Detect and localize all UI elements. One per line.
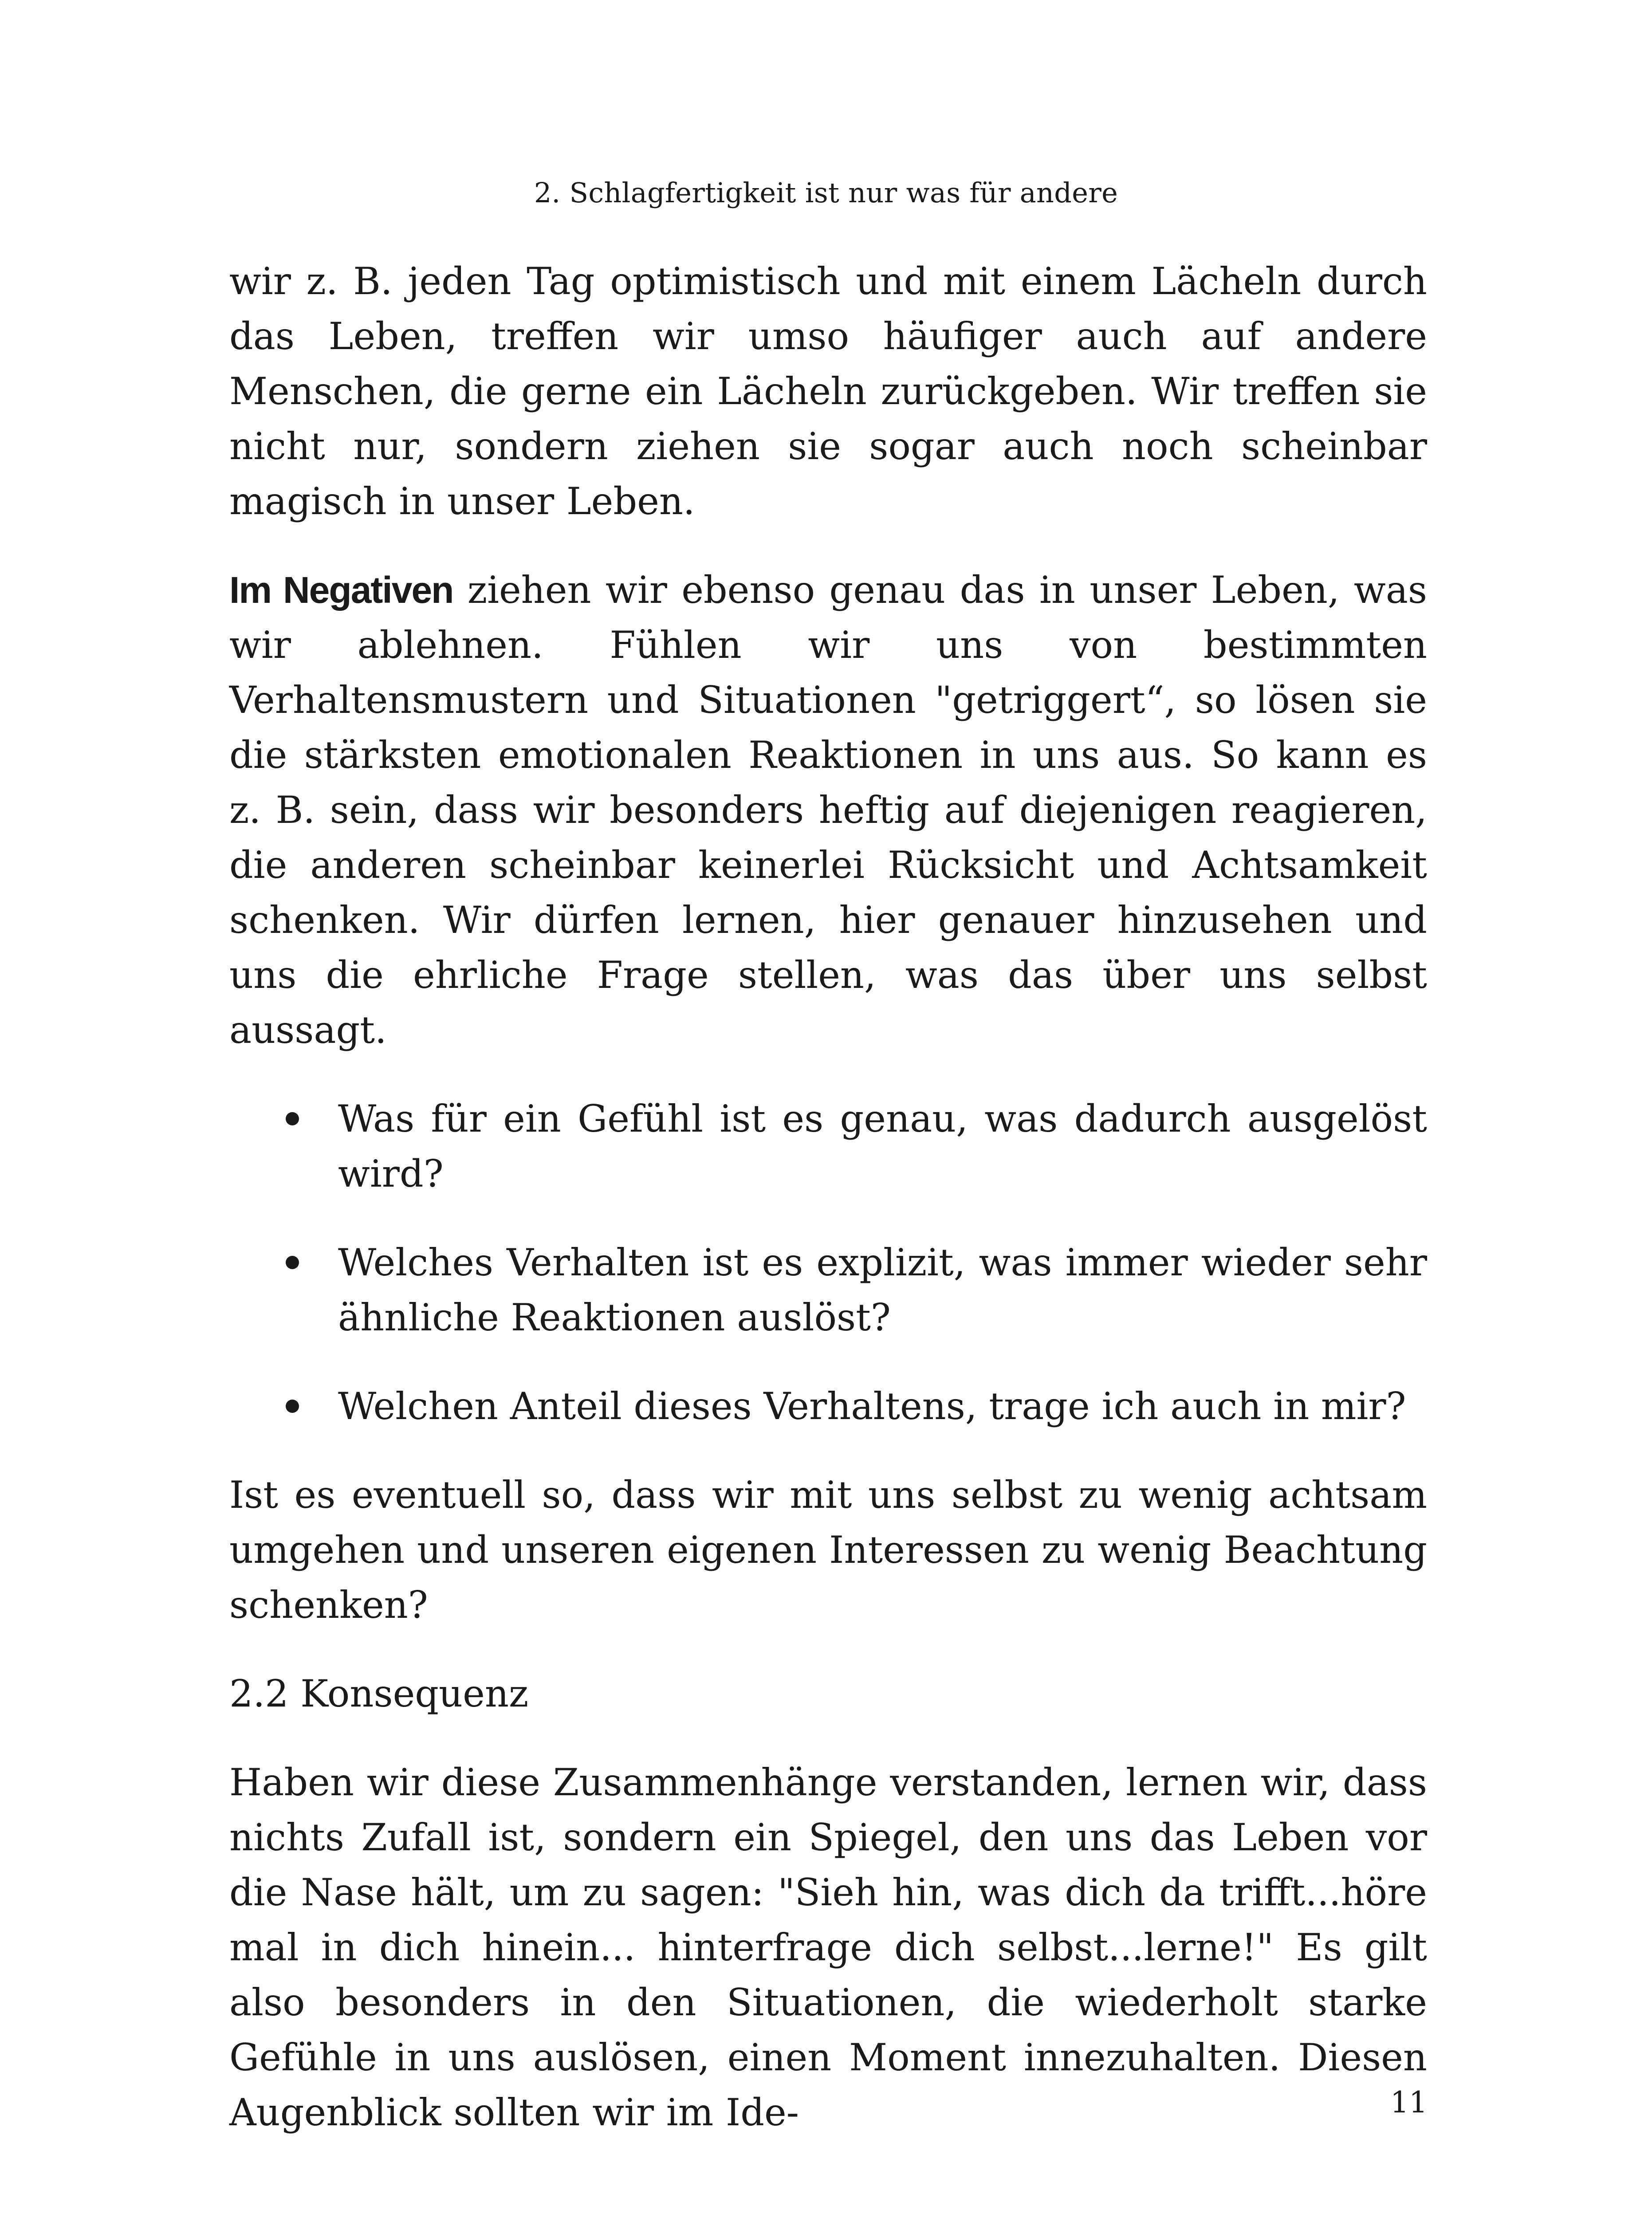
paragraph-2-text: ziehen wir ebenso genau das in unser Leben, was wir ablehnen. Fühlen wir uns von bestimmten Verhaltensmustern und Situationen "getriggert“, so lösen sie die stärksten emotionalen Reaktionen in uns aus. So kann es z. B. sein, dass wir besonders heftig auf diejenigen reagieren, die anderen scheinbar keinerlei Rücksicht und Achtsamkeit schenken. Wir dürfen lernen, hier genauer hinzusehen und uns die ehrliche Frage stellen, was das über uns selbst aussagt. [229,568,1428,1052]
paragraph-3: Ist es eventuell so, dass wir mit uns selbst zu wenig achtsam umgehen und unseren eigenen Interessen zu wenig Beachtung schenken? [229,1473,1427,1627]
bullet-icon [286,1400,299,1413]
bullet-icon [286,1256,299,1269]
paragraph-4: Haben wir diese Zusammenhänge verstanden, lernen wir, dass nichts Zufall ist, sondern ein Spiegel, den uns das Leben vor die Nase hält, um zu sagen: "Sieh hin, was dich da trifft...höre mal in dich hinein... hinterfrage dich selbst...lerne!" Es gilt also besonders in den Situationen, die wiederholt starke Gefühle in uns auslösen, einen Moment innezuhalten. Diesen Augenblick sollten wir im Ide- [229,1761,1427,2134]
page-number: 11 [1390,2085,1428,2120]
list-item-text: Was für ein Gefühl ist es genau, was dadurch ausgelöst wird? [338,1097,1427,1196]
list-item [338,1235,1427,1345]
bullet-icon [286,1112,299,1125]
list-item [338,1379,1427,1434]
list-item [338,1091,1427,1201]
paragraph-1: wir z. B. jeden Tag optimistisch und mit einem Lächeln durch das Leben, treffen wir umso häufiger auch auf andere Menschen, die gerne ein Lächeln zurückgeben. Wir treffen sie nicht nur, sondern ziehen sie sogar auch noch scheinbar magisch in unser Leben. [229,260,1427,523]
list-item-text: Welches Verhalten ist es explizit, was immer wieder sehr ähnliche Reaktionen auslöst? [338,1241,1427,1339]
question-list [229,1091,1427,1434]
paragraph-2-bold-lead: Im Negativen [229,569,453,611]
body-text [229,254,1427,2140]
paragraph-2 [229,562,1427,1058]
section-heading: 2.2 Konsequenz [229,1672,529,1715]
running-header: 2. Schlagfertigkeit ist nur was für andere [534,177,1118,209]
list-item-text: Welchen Anteil dieses Verhaltens, trage ich auch in mir? [338,1384,1406,1428]
